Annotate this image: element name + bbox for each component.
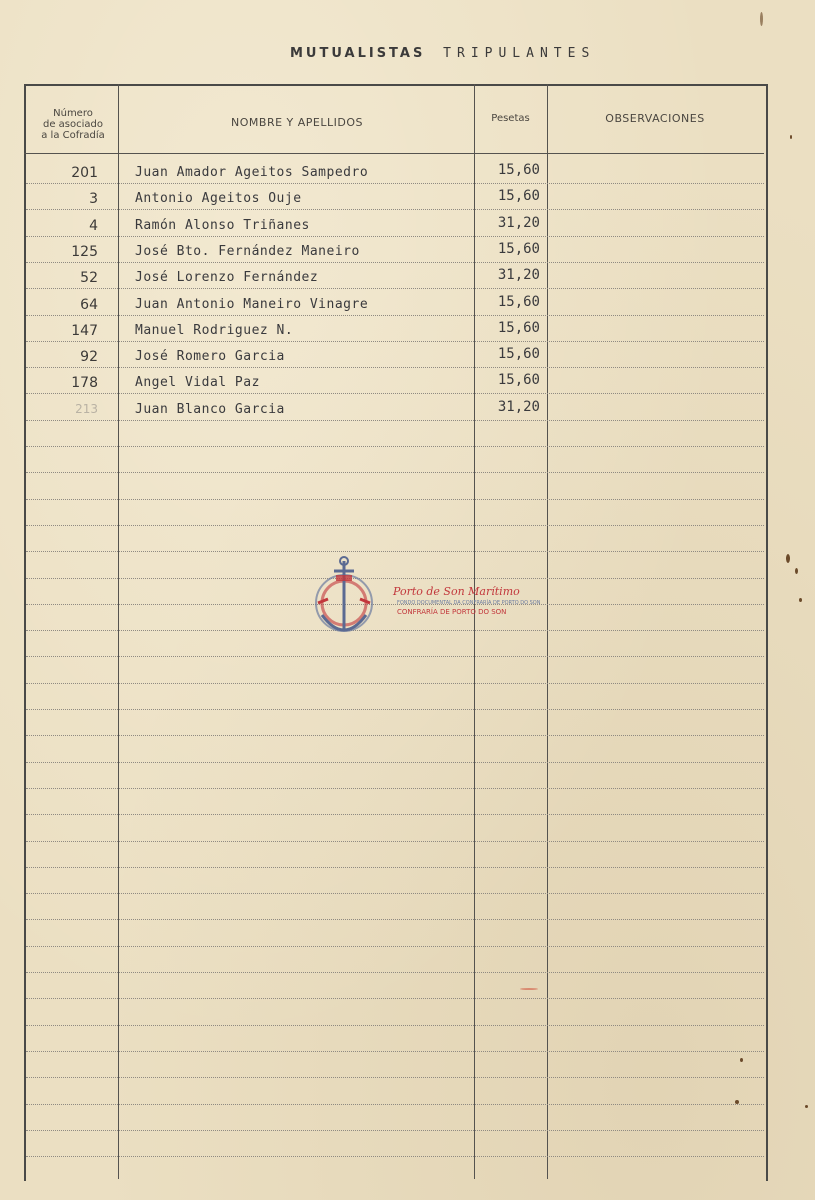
paper-speck: [795, 568, 798, 574]
header-observations: OBSERVACIONES: [605, 112, 705, 125]
cell-pesetas: 15,60: [497, 240, 540, 257]
ruled-line: [26, 1156, 764, 1157]
ruled-line: [26, 735, 764, 736]
table-row: [0, 399, 815, 425]
cell-full-name: José Lorenzo Fernández: [135, 270, 319, 286]
cell-pesetas: 31,20: [497, 214, 540, 231]
table-row: [0, 294, 815, 320]
ruled-line: [26, 919, 764, 920]
paper-speck: [520, 988, 538, 990]
cell-associate-number: 147: [71, 322, 98, 339]
document-title: [290, 46, 750, 61]
cell-pesetas: 15,60: [497, 346, 540, 363]
cell-pesetas: 31,20: [497, 398, 540, 415]
cell-associate-number: 64: [80, 296, 98, 313]
table-row: [0, 241, 815, 267]
title-part-a: MUTUALISTAS: [290, 46, 426, 61]
paper-speck: [760, 12, 763, 26]
table-row: [0, 320, 815, 346]
ruled-line: [26, 893, 764, 894]
ruled-line: [26, 683, 764, 684]
ruled-line: [26, 472, 764, 473]
ruled-line: [26, 1077, 764, 1078]
cell-associate-number: 125: [71, 243, 98, 260]
cell-pesetas: 15,60: [497, 293, 540, 310]
ruled-line: [26, 946, 764, 947]
cell-full-name: Juan Amador Ageitos Sampedro: [135, 165, 369, 180]
paper-speck: [740, 1058, 743, 1062]
header-number: [28, 108, 118, 141]
cell-associate-number: 178: [71, 375, 98, 392]
cofradia-stamp: [312, 553, 512, 645]
header-number-line: de asociado: [42, 119, 103, 130]
cell-full-name: Juan Blanco Garcia: [135, 401, 285, 417]
ruled-line: [26, 841, 764, 842]
cell-associate-number: 213: [75, 401, 98, 416]
paper-speck: [786, 554, 790, 563]
cell-full-name: Manuel Rodriguez N.: [135, 322, 294, 338]
cell-full-name: José Romero Garcia: [135, 349, 285, 365]
header-pesetas: Pesetas: [491, 113, 530, 124]
ruled-line: [26, 525, 764, 526]
header-name: NOMBRE Y APELLIDOS: [231, 116, 363, 129]
ruled-line: [26, 788, 764, 789]
table-row: [0, 267, 815, 293]
ruled-line: [26, 709, 764, 710]
cell-pesetas: 15,60: [497, 162, 540, 178]
cell-associate-number: 4: [89, 217, 98, 234]
cell-full-name: Ramón Alonso Triñanes: [135, 217, 310, 233]
cell-full-name: Angel Vidal Paz: [135, 375, 260, 391]
ruled-line: [26, 814, 764, 815]
paper-speck: [799, 598, 802, 602]
ruled-line: [26, 762, 764, 763]
paper-speck: [790, 135, 792, 139]
header-number-line: Número: [53, 108, 93, 119]
cell-pesetas: 15,60: [497, 372, 540, 389]
ruled-line: [26, 1051, 764, 1052]
title-part-b: TRIPULANTES: [443, 46, 596, 61]
ruled-line: [26, 1025, 764, 1026]
table-row: [0, 346, 815, 372]
table-row: [0, 372, 815, 398]
ruled-line: [26, 998, 764, 999]
header-divider: [24, 153, 764, 154]
ruled-line: [26, 446, 764, 447]
cell-pesetas: 15,60: [497, 319, 540, 336]
stamp-name: Porto de Son Marítimo: [393, 585, 520, 598]
cell-full-name: Antonio Ageitos Ouje: [135, 191, 302, 207]
stamp-subtitle: FONDO DOCUMENTAL DA CONFRARÍA DE PORTO DO SON: [397, 600, 541, 606]
cell-pesetas: 31,20: [497, 267, 540, 284]
cell-pesetas: 15,60: [497, 188, 540, 205]
ruled-line: [26, 1104, 764, 1105]
ruled-line: [26, 656, 764, 657]
stamp-org: CONFRARÍA DE PORTO DO SON: [397, 608, 507, 616]
table-row: [0, 215, 815, 241]
cell-associate-number: 201: [71, 165, 98, 181]
paper-speck: [805, 1105, 808, 1108]
cell-associate-number: 3: [89, 191, 98, 208]
cell-associate-number: 52: [80, 270, 98, 287]
header-number-line: a la Cofradía: [41, 130, 105, 141]
table-row: [0, 162, 815, 188]
ruled-line: [26, 499, 764, 500]
ruled-line: [26, 1130, 764, 1131]
cell-associate-number: 92: [80, 349, 98, 366]
anchor-logo: [316, 557, 372, 631]
ruled-line: [26, 867, 764, 868]
cell-full-name: Juan Antonio Maneiro Vinagre: [135, 296, 369, 312]
cell-full-name: José Bto. Fernández Maneiro: [135, 243, 360, 259]
table-row: [0, 188, 815, 214]
ruled-line: [26, 972, 764, 973]
paper-speck: [735, 1100, 739, 1104]
